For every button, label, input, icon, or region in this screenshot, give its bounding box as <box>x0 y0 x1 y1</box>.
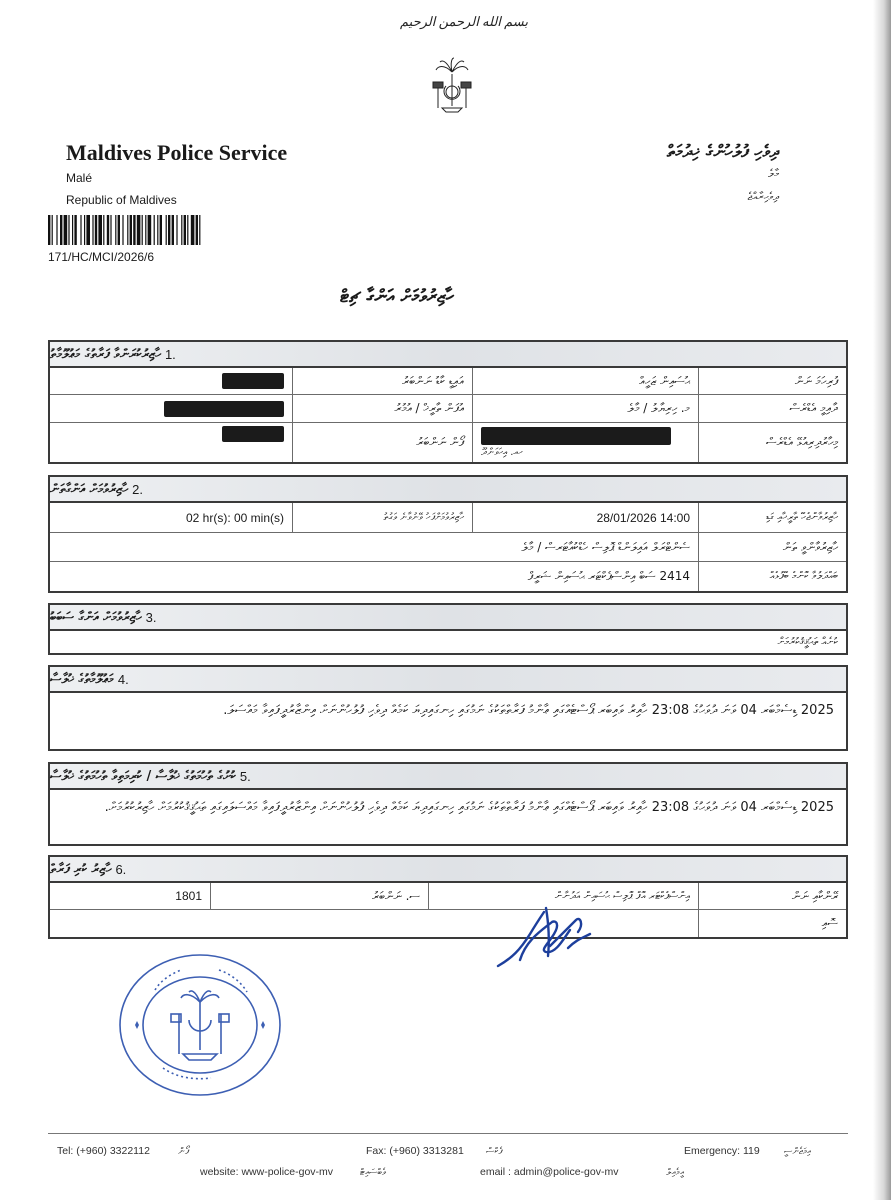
table-row <box>50 631 846 653</box>
table-row <box>50 368 846 395</box>
duration-value: 02 hr(s): 00 min(s) <box>185 510 284 525</box>
section-2-number: 2. <box>132 481 143 497</box>
website-value[interactable]: www-police-gov-mv <box>241 1166 334 1178</box>
section-5-title: ކުށުގެ ތުހުމަތުގެ ޚުލާސާ / ކުރިމަތިވާ ތުހުމަތުގެ ޚުލާސާ <box>50 768 236 784</box>
barcode-graphic <box>48 215 338 245</box>
fax-label: Fax: <box>366 1145 387 1157</box>
barcode-bar <box>48 215 50 245</box>
barcode-bar <box>154 215 155 245</box>
document-title: ހާޒިރުވުމަށް އަންގާ ޗިޓް <box>340 286 454 307</box>
section-appearance-details <box>48 475 848 593</box>
section-summoning-officer <box>48 855 848 939</box>
permanent-address-value: މ. ހިރިޔާލު / މާލެ <box>472 395 698 422</box>
barcode-bar <box>68 215 69 245</box>
barcode-bar <box>199 215 200 245</box>
section-4-number: 4. <box>117 671 129 687</box>
barcode-bar <box>84 215 85 245</box>
barcode-bar <box>160 215 162 245</box>
barcode-bar <box>74 215 76 245</box>
section-4-title: މަޢުލޫމާތުގެ ޚުލާސާ <box>50 671 114 687</box>
footer-email <box>480 1166 618 1178</box>
information-summary-text: 2025 ޑިސެމްބަރ 04 ވަނަ ދުވަހުގެ 23:08 ހާއިރު ވައިބަރ ޕޯސްޓެއްގައި ޢާންމު ފަރާތްތަކުގެ ނަމުގައި ހިނގައިދިޔަ ކަމެއް ދިވެހި ފުލުހުންނަށް އިންޒާރުދީފައިވާ މައްސަލަ. <box>223 703 834 718</box>
barcode-bar <box>107 215 109 245</box>
barcode-bar <box>80 215 81 245</box>
barcode-bar <box>64 215 68 245</box>
barcode-bar <box>137 215 141 245</box>
section-1-number: 1. <box>164 346 176 362</box>
org-name-dv: ދިވެހި ފުލުހުންގެ ޚިދުމަތް <box>666 142 779 162</box>
table-row <box>50 503 846 533</box>
reason-value: ކުށެއް ތަޙުޤީޤުކުރުމަށް <box>777 635 838 648</box>
table-row <box>50 562 846 591</box>
barcode-bar <box>196 215 198 245</box>
table-row <box>50 423 846 462</box>
dob-age-value <box>50 395 292 422</box>
section-reason <box>48 603 848 655</box>
section-3-number: 3. <box>145 609 157 625</box>
fax-label-dv: ފެކްސް <box>486 1146 503 1157</box>
barcode-bar <box>166 215 167 245</box>
section-5-number: 5. <box>239 768 251 784</box>
section-6-number: 6. <box>115 861 127 877</box>
emergency-label: Emergency: <box>684 1145 741 1157</box>
org-name-en: Maldives Police Service <box>66 140 288 165</box>
section-1-title: ހާޒިރުކުރަންވާ ފަރާތުގެ މަޢުލޫމާތު <box>50 346 161 362</box>
id-card-label: އައިޑީ ކާޑު ނަންބަރު <box>292 368 472 394</box>
contact-officer-value: 2414 ސަބް އިންސްޕެކްޓަރ ޙުސައިން ޝަރީފް <box>527 569 690 583</box>
email-label: email : <box>480 1166 511 1178</box>
barcode-bar <box>187 215 188 245</box>
barcode-bar <box>92 215 93 245</box>
tel-label: Tel: <box>57 1145 74 1157</box>
footer-website <box>200 1166 333 1178</box>
barcode-bar <box>181 215 182 245</box>
barcode-bar <box>118 215 120 245</box>
barcode-bar <box>184 215 186 245</box>
org-city-dv: މާލެ <box>768 167 779 180</box>
barcode-bar <box>148 215 152 245</box>
section-5-header <box>50 764 846 790</box>
org-country-dv: ދިވެހިރާއްޖެ <box>747 190 779 203</box>
redaction-bar <box>481 427 671 445</box>
barcode-bar <box>60 215 62 245</box>
full-name-value: ޙުސައިން ޒަހީއް <box>472 368 698 394</box>
footer-divider <box>48 1133 848 1134</box>
website-label-dv: ވެބްސައިޓް <box>360 1167 387 1178</box>
barcode-bar <box>72 215 73 245</box>
barcode-bar <box>133 215 135 245</box>
page-edge-shadow <box>873 0 891 1200</box>
appearance-place-value: ސެންޓްރަލް އައިލަންޑް ޕޮލިސް ހެޑްކުއާޓަރސް / މާލެ <box>521 539 690 554</box>
appearance-place-label: ހާޒިރުވާންވީ ތަން <box>698 533 846 561</box>
section-2-title: ހާޒިރުވުމަށް އަންގާތަން <box>50 481 129 497</box>
redaction-bar <box>222 426 284 442</box>
table-row <box>50 883 846 910</box>
barcode-bar <box>56 215 57 245</box>
tel-label-dv: ފޯން <box>178 1146 190 1157</box>
website-label: website: <box>200 1166 239 1178</box>
allegation-summary-text: 2025 ޑިސެމްބަރ 04 ވަނަ ދުވަހުގެ 23:08 ހާއިރު ވައިބަރ ޕޯސްޓެއްގައި ޢާންމު ފަރާތްތަކުގެ ނަމުގައި ހިނގައިދިޔަ ކަމެއް ދިވެހި ފުލުހުންނަށް އިންޒާރުދީފައިވާ މައްސަލައިގައި ތަޙުޤީޤުކުރުމަށް ހާޒިރުކުރުމަށް. <box>104 800 834 815</box>
table-row <box>50 395 846 423</box>
barcode-bar <box>122 215 123 245</box>
barcode-bar <box>172 215 174 245</box>
email-label-dv: އީމެއިލް <box>666 1167 685 1178</box>
barcode-bar <box>52 215 53 245</box>
phone-value <box>50 423 292 462</box>
barcode-bar <box>103 215 104 245</box>
signature-label: ސޮއި <box>698 910 846 937</box>
barcode-bar <box>127 215 128 245</box>
footer-tel <box>57 1145 150 1157</box>
table-row <box>50 533 846 562</box>
section-1-header <box>50 342 846 368</box>
tel-value: (+960) 3322112 <box>76 1145 150 1157</box>
reference-number: 171/HC/MCI/2026/6 <box>48 250 155 264</box>
footer-emergency <box>684 1145 760 1157</box>
duration-label: ހާޒިރުވުމަށްފަހު ވޭނުވާނެ ވަގުތު <box>292 503 472 532</box>
rank-name-label: ރޭންކާއި ނަން <box>698 883 846 909</box>
phone-label: ފޯން ނަންބަރު <box>292 423 472 462</box>
barcode-bar <box>86 215 90 245</box>
service-number-value: 1801 <box>175 889 202 903</box>
barcode-bar <box>130 215 132 245</box>
permanent-address-label: ދާއިމީ އެޑްރެސް <box>698 395 846 422</box>
barcode-bar <box>176 215 177 245</box>
barcode-bar <box>168 215 170 245</box>
section-2-header <box>50 477 846 503</box>
official-stamp <box>115 950 285 1100</box>
org-country-en: Republic of Maldives <box>66 193 177 207</box>
barcode-bar <box>145 215 146 245</box>
table-row <box>50 910 846 937</box>
barcode-bar <box>142 215 143 245</box>
emergency-value: 119 <box>742 1145 760 1157</box>
section-3-title: ހާޒިރުވުމަށް އަންގާ ސަބަބު <box>50 609 142 625</box>
current-address-label: މިހާރުދިރިއުޅޭ އެޑްރެސް <box>698 423 846 462</box>
barcode-bar <box>157 215 158 245</box>
section-3-header <box>50 605 846 631</box>
current-address-value <box>472 423 698 462</box>
section-6-header <box>50 857 846 883</box>
fax-value: (+960) 3313281 <box>389 1145 464 1157</box>
barcode-bar <box>191 215 195 245</box>
service-number-label: ސ. ނަންބަރު <box>210 883 428 909</box>
section-allegation-summary <box>48 762 848 846</box>
barcode-bar <box>98 215 102 245</box>
appearance-datetime-label: ހާޒިރުވާންޖެހޭ ތާރީޚާއި ގަޑި <box>698 503 846 532</box>
redaction-bar <box>164 401 284 417</box>
national-emblem-icon <box>432 54 472 116</box>
officer-signature <box>490 900 610 975</box>
barcode-bar <box>95 215 97 245</box>
section-summoned-person <box>48 340 848 464</box>
section-4-header <box>50 667 846 693</box>
current-address-text: ހއ. އިހަވަންދޫ <box>481 447 523 458</box>
id-card-value <box>50 368 292 394</box>
appearance-datetime-value: 28/01/2026 14:00 <box>472 503 698 532</box>
full-name-label: ފުރިހަމަ ނަން <box>698 368 846 394</box>
section-information-summary <box>48 665 848 751</box>
emergency-label-dv: އިމަޖެންސީ <box>784 1146 811 1157</box>
contact-officer-label: ބައްދަލުވާ ކޮންމެ ބޭފުޅެއް <box>698 562 846 591</box>
redaction-bar <box>222 373 284 389</box>
org-city-en: Malé <box>66 171 93 185</box>
barcode-bar <box>110 215 111 245</box>
dob-age-label: އުފަން ތާރީޚް / އުމުރު <box>292 395 472 422</box>
footer-fax <box>366 1145 464 1157</box>
barcode-bar <box>115 215 116 245</box>
email-value[interactable]: admin@police-gov-mv <box>513 1166 619 1178</box>
section-6-title: ހާޒިރު ކުރި ފަރާތް <box>50 861 112 877</box>
rank-name-value: އިންސްޕެކްޓަރ އޮފް ޕޮލިސް ޙުސައިން އަދުނާން <box>428 883 698 909</box>
bismillah-calligraphy: بسم الله الرحمن الرحيم <box>400 14 529 29</box>
